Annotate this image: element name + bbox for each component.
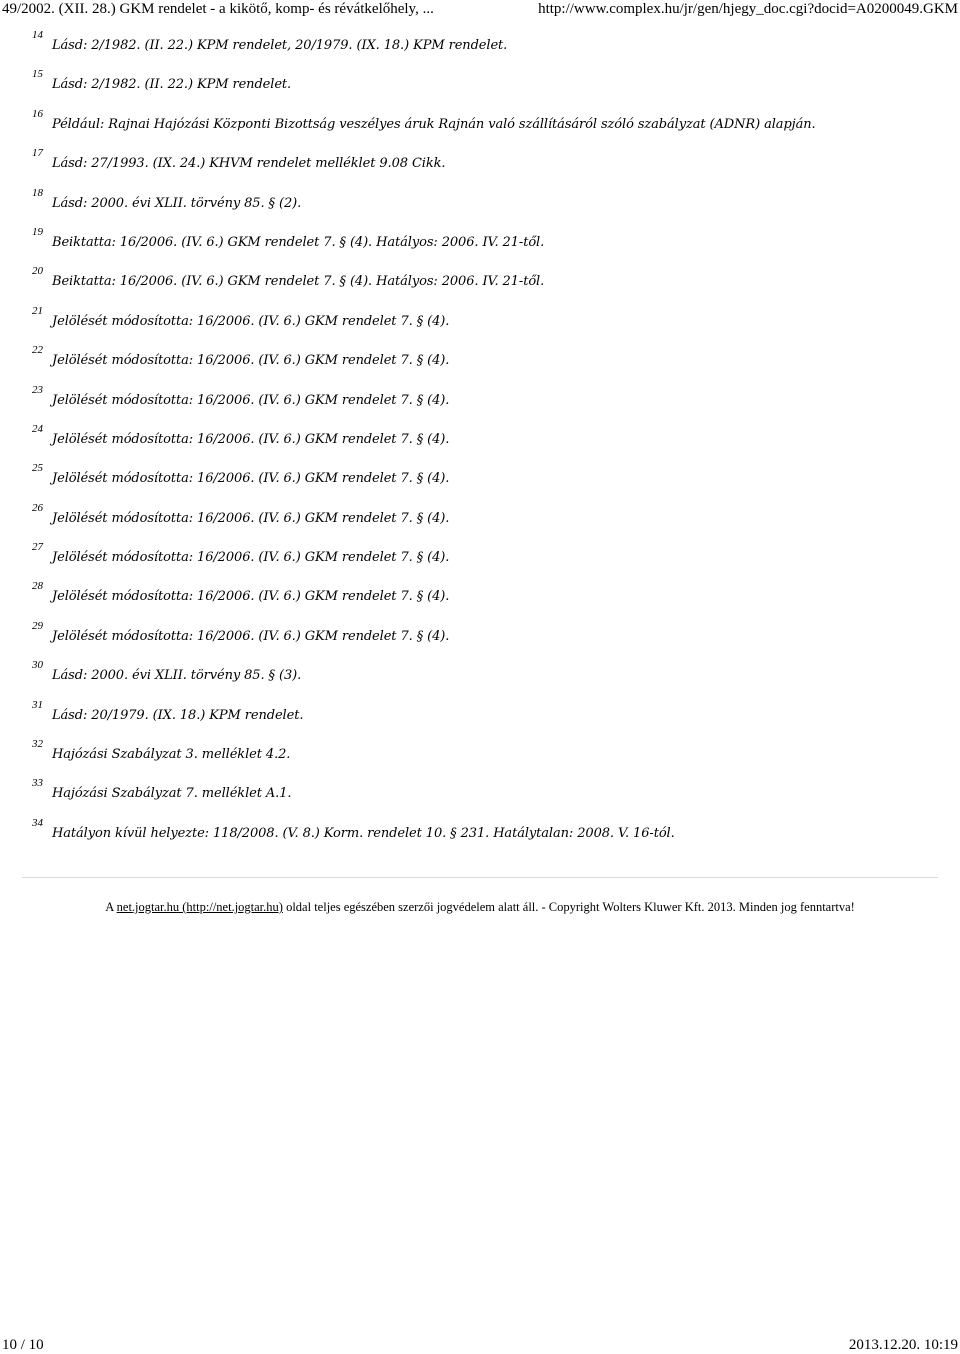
footnote-number: 15	[32, 68, 43, 81]
footer-divider	[22, 877, 938, 878]
footnote-number: 16	[32, 107, 43, 120]
footnote-list	[0, 27, 960, 854]
footnote-number: 17	[32, 147, 43, 160]
footnote-item	[0, 578, 960, 617]
print-header-url: http://www.complex.hu/jr/gen/hjegy_doc.cgi?docid=A0200049.GKM	[538, 1, 958, 17]
footnote-number: 22	[32, 344, 43, 357]
copyright-suffix: oldal teljes egészében szerzői jogvédelem alatt áll. - Copyright Wolters Kluwer Kft. 2013. Minden jog fenntartva!	[282, 900, 855, 914]
footnote-number: 33	[32, 777, 43, 790]
footnote-text: Jelölését módosította: 16/2006. (IV. 6.) GKM rendelet 7. § (4).	[52, 471, 450, 487]
footnote-text: Jelölését módosította: 16/2006. (IV. 6.) GKM rendelet 7. § (4).	[52, 392, 450, 408]
footnote-text: Lásd: 2/1982. (II. 22.) KPM rendelet.	[52, 77, 292, 93]
footnote-number: 20	[32, 265, 43, 278]
footnote-item	[0, 263, 960, 302]
footnote-number: 23	[32, 383, 43, 396]
footnote-number: 34	[32, 816, 43, 829]
print-datetime: 2013.12.20. 10:19	[848, 1337, 958, 1353]
footnote-text: Lásd: 2000. évi XLII. törvény 85. § (3).	[52, 668, 302, 684]
footnote-text: Lásd: 20/1979. (IX. 18.) KPM rendelet.	[52, 707, 304, 723]
footnote-number: 30	[32, 659, 43, 672]
footnote-number: 26	[32, 501, 43, 514]
footnote-number: 24	[32, 422, 43, 435]
footnote-item	[0, 224, 960, 263]
footnote-text: Jelölését módosította: 16/2006. (IV. 6.) GKM rendelet 7. § (4).	[52, 589, 450, 605]
footnote-item	[0, 815, 960, 854]
footnote-item	[0, 382, 960, 421]
footnote-number: 25	[32, 462, 43, 475]
footnote-item	[0, 460, 960, 499]
copyright-notice	[0, 899, 960, 915]
footnote-item	[0, 145, 960, 184]
footnote-item	[0, 657, 960, 696]
footnote-number: 14	[32, 29, 43, 41]
print-header-title: 49/2002. (XII. 28.) GKM rendelet - a kikötő, komp- és révátkelőhely, ...	[2, 1, 434, 17]
footnote-text: Jelölését módosította: 16/2006. (IV. 6.) GKM rendelet 7. § (4).	[52, 353, 450, 369]
footnote-text: Hatályon kívül helyezte: 118/2008. (V. 8.) Korm. rendelet 10. § 231. Hatálytalan: 2008. V. 16-tól.	[52, 825, 675, 841]
footnote-text: Beiktatta: 16/2006. (IV. 6.) GKM rendelet 7. § (4). Hatályos: 2006. IV. 21-től.	[52, 274, 545, 290]
footnote-text: Jelölését módosította: 16/2006. (IV. 6.) GKM rendelet 7. § (4).	[52, 550, 450, 566]
footnote-number: 32	[32, 738, 43, 751]
footnote-item	[0, 303, 960, 342]
footnote-text: Hajózási Szabályzat 7. melléklet A.1.	[52, 786, 292, 802]
footnote-number: 21	[32, 304, 43, 317]
footnote-number: 19	[32, 225, 43, 238]
footnote-number: 28	[32, 580, 43, 593]
footnote-number: 27	[32, 541, 43, 554]
footnote-text: Jelölését módosította: 16/2006. (IV. 6.) GKM rendelet 7. § (4).	[52, 313, 450, 329]
footnote-item	[0, 185, 960, 224]
footnote-item	[0, 66, 960, 105]
footnote-text: Lásd: 2000. évi XLII. törvény 85. § (2).	[52, 195, 302, 211]
footnote-item	[0, 106, 960, 145]
footnote-item	[0, 736, 960, 775]
footnote-text: Beiktatta: 16/2006. (IV. 6.) GKM rendelet 7. § (4). Hatályos: 2006. IV. 21-től.	[52, 234, 545, 250]
footnote-text: Jelölését módosította: 16/2006. (IV. 6.) GKM rendelet 7. § (4).	[52, 628, 450, 644]
footnote-item	[0, 539, 960, 578]
footnote-number: 29	[32, 619, 43, 632]
footnote-number: 18	[32, 186, 43, 199]
footnote-item	[0, 500, 960, 539]
jogtar-link[interactable]: net.jogtar.hu (http://net.jogtar.hu)	[116, 900, 283, 914]
footnote-item	[0, 697, 960, 736]
footnote-number: 31	[32, 698, 43, 711]
copyright-prefix: A	[105, 900, 117, 914]
footnote-item	[0, 618, 960, 657]
page-number: 10 / 10	[2, 1337, 44, 1353]
footnote-item	[0, 421, 960, 460]
footnote-item	[0, 342, 960, 381]
footnote-item	[0, 27, 960, 66]
footnote-text: Lásd: 2/1982. (II. 22.) KPM rendelet, 20/1979. (IX. 18.) KPM rendelet.	[52, 38, 508, 53]
footnote-text: Jelölését módosította: 16/2006. (IV. 6.) GKM rendelet 7. § (4).	[52, 431, 450, 447]
footnote-text: Hajózási Szabályzat 3. melléklet 4.2.	[52, 747, 291, 763]
footnote-item	[0, 775, 960, 814]
footnote-text: Például: Rajnai Hajózási Központi Bizottság veszélyes áruk Rajnán való szállításáról szóló szabályzat (ADNR) alapján.	[52, 116, 816, 132]
footnote-text: Lásd: 27/1993. (IX. 24.) KHVM rendelet melléklet 9.08 Cikk.	[52, 156, 446, 172]
footnote-text: Jelölését módosította: 16/2006. (IV. 6.) GKM rendelet 7. § (4).	[52, 510, 450, 526]
